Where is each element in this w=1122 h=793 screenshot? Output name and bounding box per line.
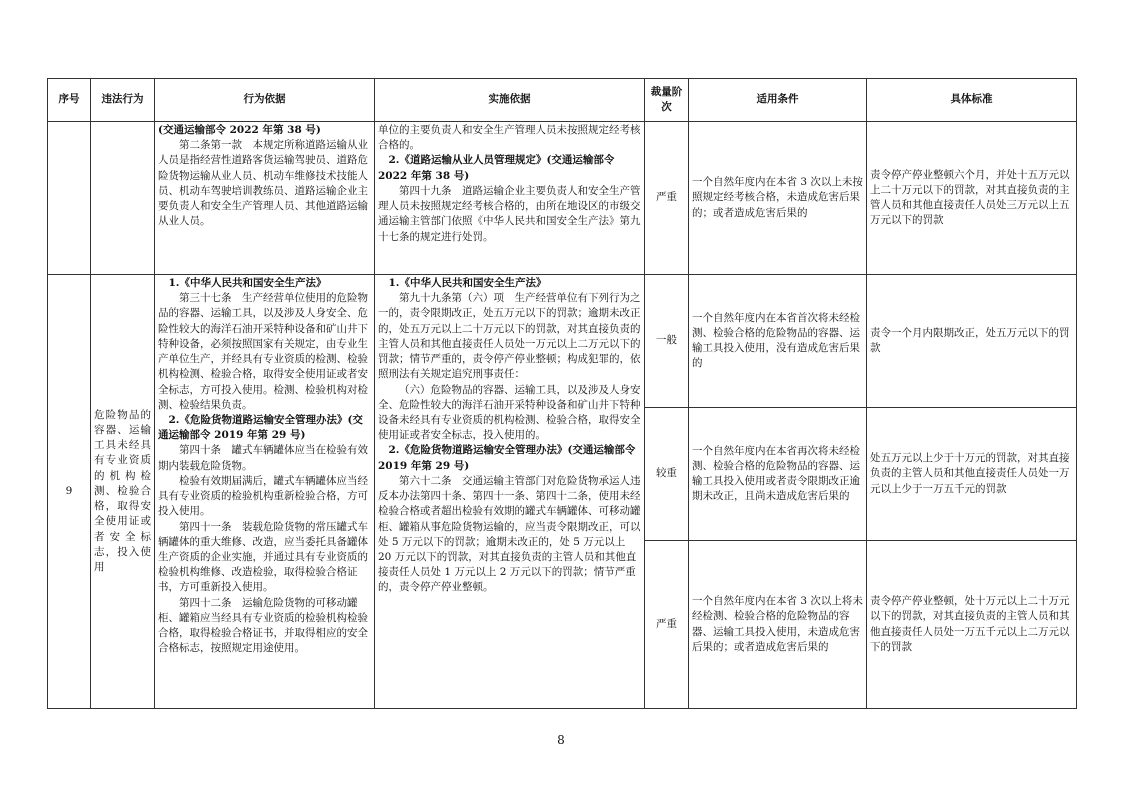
impl-line: 1.《中华人民共和国安全生产法》 [388,277,547,289]
penalty-discretion-table [47,78,1077,709]
level-cell: 严重 [645,541,689,709]
cell-violation-prev [91,122,155,275]
seq-cell: 9 [48,275,91,709]
condition-cell: 一个自然年度内在本省再次将未经检测、检验合格的危险物品的容器、运输工具投入使用或者责令限期改正逾期未改正，且尚未造成危害后果的 [689,408,867,541]
condition-cell: 一个自然年度内在本省 3 次以上将未经检测、检验合格的危险物品的容器、运输工具投入使用，未造成危害后果的；或者造成危害后果的 [689,541,867,709]
header-level: 裁量阶次 [645,79,689,122]
header-violation: 违法行为 [91,79,155,122]
impl-line: 2.《危险货物道路运输安全管理办法》(交通运输部令 2019 年第 29 号) [378,444,636,472]
basis-cell [155,275,375,709]
header-condition: 适用条件 [689,79,867,122]
impl-prev-line: 第四十九条 道路运输企业主要负责人和安全生产管理人员未按照规定经考核合格的，由所在地设区的市级交通运输主管部门依照《中华人民共和国安全生产法》第九十七条的规定进行处罚。 [378,184,641,243]
impl-cell [375,275,645,709]
basis-line: 第四十条 罐式车辆罐体应当在检验有效期内装载危险货物。 [158,444,368,472]
impl-prev-line: 2.《道路运输从业人员管理规定》(交通运输部令 2022 年第 38 号) [378,154,615,182]
level-cell: 一般 [645,275,689,408]
basis-line: 2.《危险货物道路运输安全管理办法》(交通运输部令 2019 年第 29 号) [158,413,363,442]
basis-prev-line: 第二条第一款 本规定所称道路运输从业人员是指经营性道路客货运输驾驶员、道路危险货物运输从业人员、机动车维修技术技能人员、机动车驾驶培训教练员、道路运输企业主要负责人和安全生产管理人员、其他道路运输从业人员。 [158,139,368,228]
standard-cell: 处五万元以上少于十万元的罚款，对其直接负责的主管人员和其他直接责任人员处一万元以上少于一万五千元的罚款 [867,408,1077,541]
cell-impl-prev [375,122,645,275]
standard-cell: 责令停产停业整顿六个月，并处十五万元以上二十万元以下的罚款，对其直接负责的主管人员和其他直接责任人员处三万元以上五万元以下的罚款 [867,122,1077,275]
impl-line: 第六十二条 交通运输主管部门对危险货物承运人违反本办法第四十条、第四十一条、第四十二条，使用未经检验合格或者超出检验有效期的罐式车辆罐体、可移动罐柜、罐箱从事危险货物运输的，应当责令限期改正，可以处 5 万元以下的罚款；逾期未改正的，处 5 万元以上 20 万元以下的罚款，对其直接负责的主管人员和其他直接责任人员处 1 万元以上 2 万元以下的罚款；情节严重的，责令停产停业整顿。 [378,474,641,594]
basis-line: 第三十七条 生产经营单位使用的危险物品的容器、运输工具，以及涉及人身安全、危险性较大的海洋石油开采特种设备和矿山井下特种设备，必须按照国家有关规定，由专业生产单位生产，并经具有专业资质的检测、检验机构检测、检验合格，取得安全使用证或者安全标志，方可投入使用。检测、检验机构对检测、检验结果负责。 [158,292,368,411]
impl-line: 第九十九条第（六）项 生产经营单位有下列行为之一的，责令限期改正，处五万元以下的罚款；逾期未改正的，处五万元以上二十万元以下的罚款，对其直接负责的主管人员和其他直接责任人员处一万元以上二万元以下的罚款；情节严重的，责令停产停业整顿；构成犯罪的，依照刑法有关规定追究刑事责任： [378,292,641,381]
violation-cell: 危险物品的容器、运输工具未经具有专业资质的机构检测、检验合格，取得安全使用证或者安全标志，投入使用 [91,275,155,709]
table-row-continued [48,122,1077,275]
table-row-9 [48,275,1077,408]
basis-line: 第四十一条 装载危险货物的常压罐式车辆罐体的重大维修、改造，应当委托具备罐体生产资质的企业实施，并通过具有专业资质的检验机构维修、改造检验，取得检验合格证书，方可重新投入使用。 [158,520,368,594]
header-seq: 序号 [48,79,91,122]
basis-line: 第四十二条 运输危险货物的可移动罐柜、罐箱应当经具有专业资质的检验机构检验合格，取得检验合格证书，并取得相应的安全合格标志，按照规定用途使用。 [158,596,368,655]
cell-seq-prev [48,122,91,275]
impl-prev-line: 单位的主要负责人和安全生产管理人员未按照规定经考核合格的。 [378,124,641,152]
condition-cell: 一个自然年度内在本省首次将未经检测、检验合格的危险物品的容器、运输工具投入使用，没有造成危害后果的 [689,275,867,408]
header-standard: 具体标准 [867,79,1077,122]
table-header-row [48,79,1077,122]
basis-prev-line: (交通运输部令 2022 年第 38 号) [158,124,321,136]
basis-line: 1.《中华人民共和国安全生产法》 [168,277,327,289]
level-cell: 较重 [645,408,689,541]
page-number: 8 [557,733,565,747]
header-basis: 行为依据 [155,79,375,122]
header-impl: 实施依据 [375,79,645,122]
cell-basis-prev [155,122,375,275]
standard-cell: 责令停产停业整顿，处十万元以上二十万元以下的罚款，对其直接负责的主管人员和其他直接责任人员处一万五千元以上二万元以下的罚款 [867,541,1077,709]
condition-cell: 一个自然年度内在本省 3 次以上未按照规定经考核合格，未造成危害后果的；或者造成危害后果的 [689,122,867,275]
impl-line: （六）危险物品的容器、运输工具，以及涉及人身安全、危险性较大的海洋石油开采特种设备和矿山井下特种设备未经具有专业资质的机构检测、检验合格，取得安全使用证或者安全标志，投入使用的。 [378,383,641,442]
level-cell: 严重 [645,122,689,275]
basis-line: 检验有效期届满后，罐式车辆罐体应当经具有专业资质的检验机构重新检验合格，方可投入使用。 [158,474,368,518]
standard-cell: 责令一个月内限期改正，处五万元以下的罚款 [867,275,1077,408]
